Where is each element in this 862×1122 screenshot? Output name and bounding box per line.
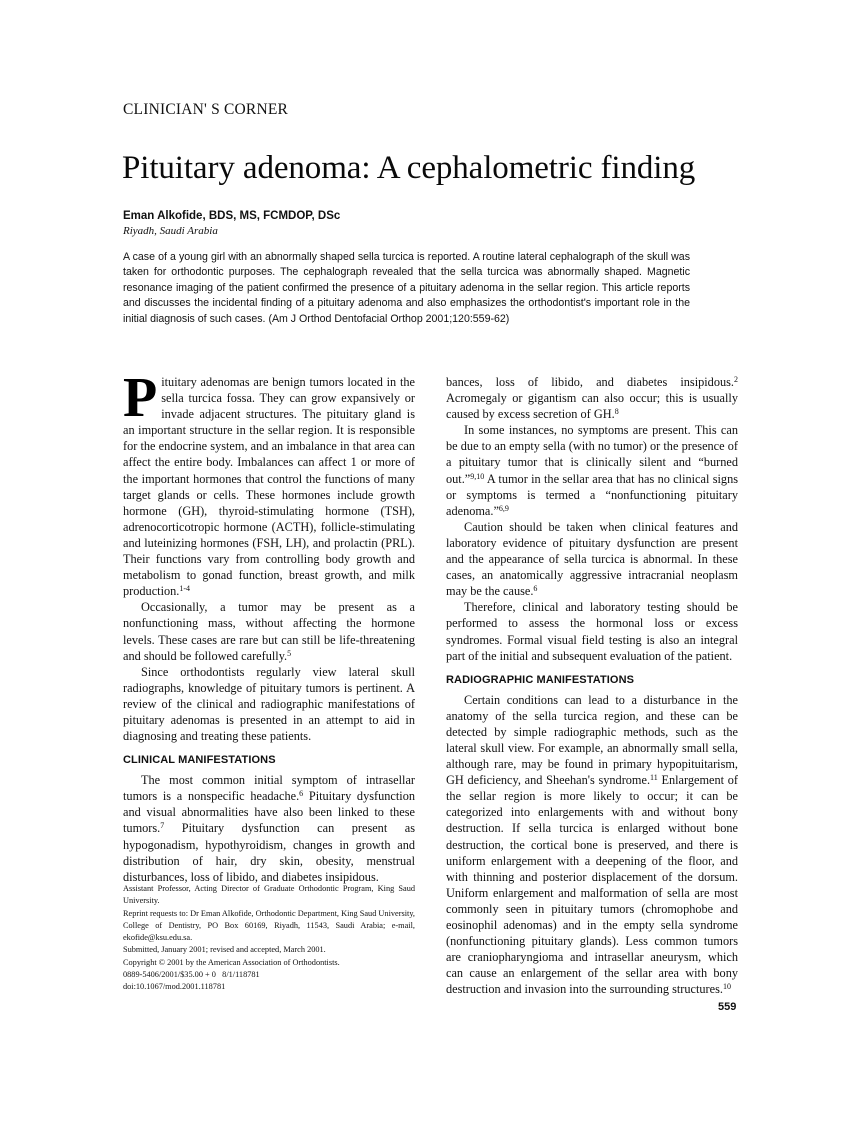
citation-ref: 8 (614, 407, 619, 417)
clinical-text: Pituitary dysfunction can present as hypogonadism, hypothyroidism, changes in growth and distribution of hair, dry skin, obesity, menstrual disturbances, loss of libido, and diabetes insipidous. (123, 821, 415, 884)
footnote-submitted: Submitted, January 2001; revised and accepted, March 2001. (123, 945, 326, 955)
footnote-issn: 0889-5406/2001/$35.00 + 0 8/1/118781 (123, 970, 260, 980)
intro-paragraph-1-text: ituitary adenomas are benign tumors located in the sella turcica fossa. They can grow expansively or invade adjacent structures. The pituitary gland is an important structure in the sellar region. It is responsible for the endocrine system, and an imbalance in that area can affect the entire body. Imbalances can affect 1 or more of the important hormones that control the functions of many target glands or cells. These hormones include growth hormone (GH), thyroid-stimulating hormone (TSH), adrenocorticotropic hormone (ACTH), follicle-stimulating and luteinizing hormones (FSH, LH), and prolactin (PRL). Their functions vary from controlling body growth and metabolism to gonad function, breast growth, and milk production. (123, 375, 415, 599)
clinical-paragraph-4: Therefore, clinical and laboratory testing should be performed to assess the hormonal loss or excess syndromes. Formal visual field testing is also an integral part of the initial and subsequent evaluation of the patient. (446, 600, 738, 663)
clinical-text: A tumor in the sellar area that has no clinical signs or symptoms is termed a “nonfunctioning pituitary adenoma.” (446, 471, 738, 518)
citation-ref: 2 (734, 375, 738, 384)
clinical-paragraph-2 (446, 422, 738, 519)
radiographic-text: Enlargement of the sellar region is more likely to occur; it can be categorized into enlargements with and without bony destruction. If sella turcica is enlarged without bone destruction, the cortical bone is preserved, and there is uniform enlargement with a deepening of the floor, and with thinning and posterior displacement of the dorsum. Uniform enlargement and malformation of sella are most commonly seen in pituitary tumors (chromophobe and eosinophil adenomas) and in the empty sella syndrome (nonfunctioning pituitary glands). Less common tumors are craniopharyngioma and intrasellar aneurysm, which can cause an enlargement of the sellar area with bony destruction and invasion into the surrounding structures. (446, 773, 738, 997)
intro-paragraph-2 (123, 599, 415, 663)
citation-ref: 1-4 (179, 584, 191, 594)
drop-cap: P (123, 367, 158, 429)
body-column-right (446, 374, 738, 997)
citation-ref: 6,9 (498, 503, 509, 513)
intro-paragraph-3: Since orthodontists regularly view lateral skull radiographs, knowledge of pituitary tumors is pertinent. A review of the clinical and radiographic manifestations of pituitary adenomas is presented in an attempt to aid in diagnosing and treating these patients. (123, 664, 415, 744)
clinical-text: Pituitary dysfunction and visual abnormalities have also been linked to these tumors. (123, 789, 415, 836)
citation-ref: 6 (299, 789, 304, 799)
clinical-text: Acromegaly or gigantism can also occur; this is usually caused by excess secretion of GH. (446, 391, 738, 422)
footnote-reprint: Reprint requests to: Dr Eman Alkofide, Orthodontic Department, King Saud University, College of Dentistry, PO Box 60169, Riyadh, 11543, Saudi Arabia; e-mail, ekofide@ksu.edu.sa. (123, 908, 415, 943)
footnote-copyright: Copyright © 2001 by the American Association of Orthodontists. (123, 957, 340, 967)
intro-paragraph-1 (123, 367, 415, 599)
author-name: Eman Alkofide, BDS, MS, FCMDOP, DSc (123, 210, 341, 222)
footnotes (123, 883, 415, 994)
citation-ref: 5 (287, 648, 292, 658)
author-affiliation: Riyadh, Saudi Arabia (123, 225, 218, 237)
citation-ref: 6 (533, 584, 538, 594)
heading-radiographic-manifestations: RADIOGRAPHIC MANIFESTATIONS (446, 673, 635, 686)
clinical-paragraph-3 (446, 519, 738, 599)
clinical-text: Caution should be taken when clinical features and laboratory evidence of pituitary dysfunction are present and the appearance of sella turcica is abnormal. In these cases, an anatomically aggressive intracranial neoplasm may be the cause. (446, 519, 738, 599)
page-number: 559 (718, 1001, 737, 1013)
clinical-paragraph-1-continued (446, 374, 738, 422)
clinical-text: The most common initial symptom of intrasellar tumors is a nonspecific headache. (123, 773, 415, 804)
section-label: CLINICIAN' S CORNER (123, 101, 289, 118)
citation-ref: 11 (650, 773, 658, 783)
radiographic-paragraph-1 (446, 692, 738, 998)
clinical-paragraph-1 (123, 772, 415, 885)
heading-clinical-manifestations: CLINICAL MANIFESTATIONS (123, 754, 276, 767)
article-title: Pituitary adenoma: A cephalometric finding (122, 150, 696, 186)
abstract: A case of a young girl with an abnormally shaped sella turcica is reported. A routine lateral cephalograph of the skull was taken for orthodontic purposes. The cephalograph revealed that the sella turcica was abnormally shaped. Magnetic resonance imaging of the patient confirmed the presence of a pituitary adenoma in the sellar region. This article reports and discusses the incidental finding of a pituitary adenoma and also emphasizes the orthodontist's important role in the initial diagnosis of such cases. (Am J Orthod Dentofacial Orthop 2001;120:559-62) (123, 251, 690, 325)
citation-ref: 10 (722, 982, 731, 992)
radiographic-text: Certain conditions can lead to a disturbance in the anatomy of the sella turcica region, and these can be detected by simple radiographic methods, such as the lateral skull view. For example, an abnormally small sella, although rare, may be found in primary hypopituitarism, GH deficiency, and Sheehan's syndrome. (446, 692, 738, 788)
citation-ref: 9,10 (470, 471, 485, 481)
body-column-left (123, 367, 415, 885)
intro-paragraph-2-text: Occasionally, a tumor may be present as a nonfunctioning mass, without affecting the hormone levels. These cases are rare but can still be life-threatening and should be followed carefully. (123, 600, 415, 663)
clinical-text: In some instances, no symptoms are present. This can be due to an empty sella (with no tumor) or the presence of a pituitary tumor that is clinically silent and “burned out.” (446, 423, 738, 486)
footnote-doi: doi:10.1067/mod.2001.118781 (123, 982, 226, 992)
footnote-position: Assistant Professor, Acting Director of Graduate Orthodontic Program, King Saud University. (123, 884, 415, 906)
clinical-text: bances, loss of libido, and diabetes insipidous. (446, 375, 734, 389)
citation-ref: 7 (160, 821, 165, 831)
